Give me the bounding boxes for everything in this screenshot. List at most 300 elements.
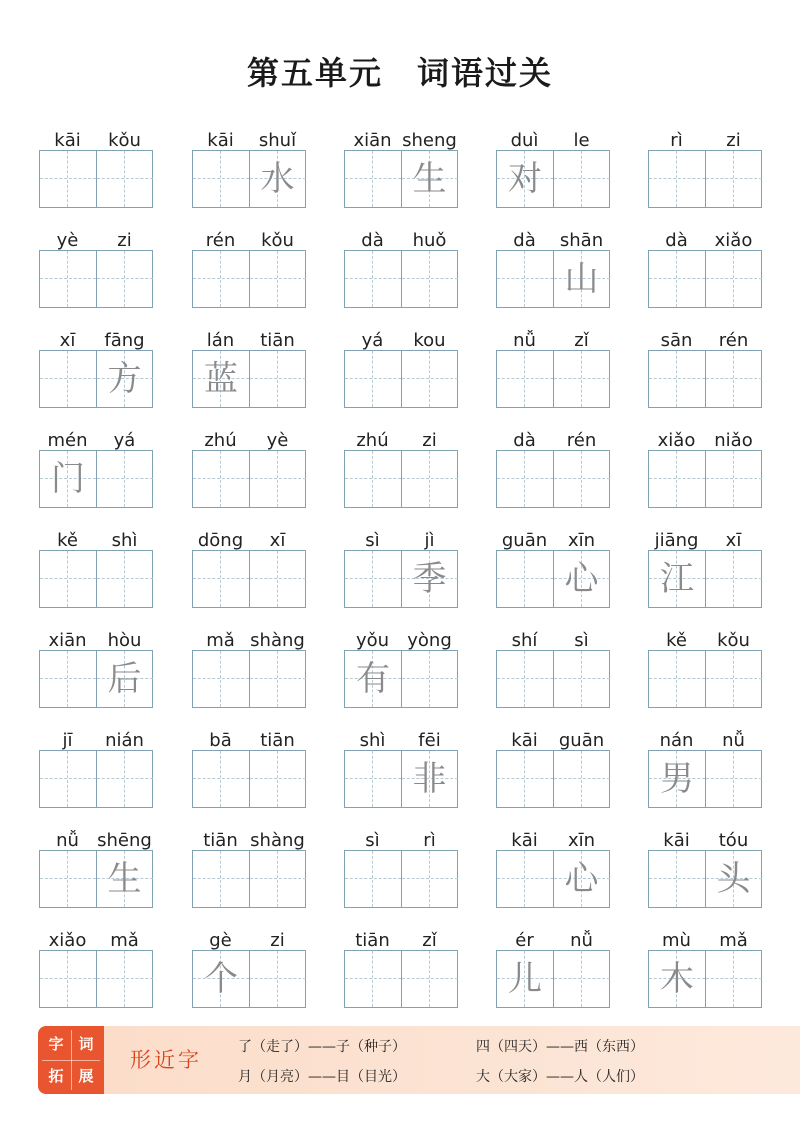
pinyin-syllable: kāi bbox=[511, 830, 538, 851]
writing-box[interactable] bbox=[345, 651, 401, 707]
writing-box[interactable] bbox=[193, 351, 249, 407]
writing-box[interactable] bbox=[40, 951, 96, 1007]
pinyin-syllable: mù bbox=[662, 930, 691, 951]
pinyin-syllable: sì bbox=[365, 830, 380, 851]
given-character bbox=[402, 251, 458, 307]
writing-box[interactable] bbox=[249, 951, 306, 1007]
extension-panel bbox=[38, 1026, 800, 1094]
given-character bbox=[250, 751, 306, 807]
pinyin-syllable: yá bbox=[361, 330, 384, 351]
pinyin-syllable: lán bbox=[206, 330, 235, 351]
pinyin-syllable: nǚ bbox=[56, 830, 79, 851]
writing-box[interactable] bbox=[497, 951, 553, 1007]
writing-box[interactable] bbox=[553, 551, 610, 607]
pinyin-syllable: shān bbox=[559, 230, 604, 251]
given-character: 水 bbox=[260, 159, 295, 199]
pinyin-syllable: xiǎo bbox=[48, 930, 87, 951]
word-cell bbox=[344, 530, 458, 622]
pinyin-syllable: jiāng bbox=[654, 530, 699, 551]
given-character bbox=[40, 151, 96, 207]
pinyin-row bbox=[192, 230, 306, 252]
writing-box[interactable] bbox=[345, 351, 401, 407]
writing-box[interactable] bbox=[40, 551, 96, 607]
word-cell bbox=[192, 230, 306, 322]
given-character bbox=[649, 351, 705, 407]
word-cell bbox=[192, 330, 306, 422]
given-character bbox=[554, 451, 610, 507]
given-character bbox=[40, 351, 96, 407]
pinyin-syllable: shàng bbox=[250, 630, 305, 651]
writing-box[interactable] bbox=[497, 251, 553, 307]
pinyin-row bbox=[344, 830, 458, 852]
word-cell bbox=[344, 130, 458, 222]
pinyin-syllable: fāng bbox=[104, 330, 145, 351]
pinyin-syllable: sheng bbox=[402, 130, 457, 151]
writing-box[interactable] bbox=[40, 851, 96, 907]
writing-grid bbox=[648, 950, 762, 1008]
writing-grid bbox=[496, 850, 610, 908]
given-character bbox=[497, 651, 553, 707]
writing-box[interactable] bbox=[401, 751, 458, 807]
pinyin-syllable: xiǎo bbox=[714, 230, 753, 251]
writing-grid bbox=[192, 950, 306, 1008]
pinyin-syllable: kǒu bbox=[717, 630, 750, 651]
similar-char-pair: 四（四天）——西（东西） bbox=[476, 1039, 644, 1055]
word-cell bbox=[192, 630, 306, 722]
pinyin-syllable: kě bbox=[666, 630, 687, 651]
pinyin-row bbox=[648, 330, 762, 352]
similar-char-pair: 月（月亮）——目（目光） bbox=[238, 1069, 406, 1085]
writing-box[interactable] bbox=[705, 851, 762, 907]
writing-grid bbox=[192, 750, 306, 808]
writing-box[interactable] bbox=[705, 651, 762, 707]
word-cell bbox=[39, 430, 153, 522]
writing-box[interactable] bbox=[40, 751, 96, 807]
writing-box[interactable] bbox=[401, 151, 458, 207]
pinyin-syllable: yè bbox=[56, 230, 79, 251]
writing-grid bbox=[496, 450, 610, 508]
given-character bbox=[97, 751, 153, 807]
pinyin-syllable: dà bbox=[665, 230, 688, 251]
given-character bbox=[97, 251, 153, 307]
writing-box[interactable] bbox=[193, 251, 249, 307]
writing-box[interactable] bbox=[40, 251, 96, 307]
writing-box[interactable] bbox=[96, 451, 153, 507]
writing-box[interactable] bbox=[553, 451, 610, 507]
pinyin-syllable: xīn bbox=[567, 530, 596, 551]
writing-grid bbox=[648, 150, 762, 208]
pinyin-syllable: nián bbox=[105, 730, 144, 751]
writing-grid bbox=[192, 250, 306, 308]
writing-box[interactable] bbox=[497, 551, 553, 607]
writing-box[interactable] bbox=[497, 351, 553, 407]
given-character bbox=[345, 751, 401, 807]
writing-box[interactable] bbox=[649, 451, 705, 507]
writing-box[interactable] bbox=[40, 451, 96, 507]
writing-box[interactable] bbox=[497, 751, 553, 807]
writing-box[interactable] bbox=[193, 751, 249, 807]
word-cell bbox=[39, 630, 153, 722]
writing-box[interactable] bbox=[96, 951, 153, 1007]
given-character: 方 bbox=[107, 359, 142, 399]
given-character bbox=[345, 451, 401, 507]
writing-box[interactable] bbox=[553, 251, 610, 307]
given-character: 男 bbox=[660, 759, 694, 799]
badge-char: 拓 bbox=[48, 1067, 64, 1085]
pinyin-syllable: shí bbox=[511, 630, 538, 651]
word-cell bbox=[344, 330, 458, 422]
pinyin-row bbox=[496, 630, 610, 652]
writing-box[interactable] bbox=[96, 251, 153, 307]
writing-grid bbox=[648, 850, 762, 908]
given-character bbox=[345, 851, 401, 907]
pinyin-syllable: hòu bbox=[107, 630, 142, 651]
word-cell bbox=[39, 730, 153, 822]
pinyin-syllable: yòng bbox=[407, 630, 452, 651]
word-cell bbox=[39, 230, 153, 322]
writing-box[interactable] bbox=[193, 651, 249, 707]
word-cell bbox=[192, 130, 306, 222]
given-character bbox=[649, 851, 705, 907]
pinyin-row bbox=[39, 430, 153, 452]
pinyin-syllable: dōng bbox=[197, 530, 244, 551]
writing-box[interactable] bbox=[649, 851, 705, 907]
writing-box[interactable] bbox=[40, 151, 96, 207]
pinyin-syllable: ér bbox=[515, 930, 534, 951]
given-character bbox=[193, 751, 249, 807]
pinyin-row bbox=[344, 430, 458, 452]
given-character: 木 bbox=[660, 959, 694, 999]
pinyin-syllable: mén bbox=[47, 430, 88, 451]
writing-box[interactable] bbox=[249, 451, 306, 507]
writing-box[interactable] bbox=[649, 651, 705, 707]
pinyin-row bbox=[39, 330, 153, 352]
writing-box[interactable] bbox=[96, 851, 153, 907]
pinyin-syllable: tiān bbox=[260, 330, 295, 351]
pinyin-row bbox=[648, 430, 762, 452]
writing-box[interactable] bbox=[249, 851, 306, 907]
writing-grid bbox=[344, 150, 458, 208]
writing-box[interactable] bbox=[193, 151, 249, 207]
given-character bbox=[345, 951, 401, 1007]
writing-box[interactable] bbox=[401, 351, 458, 407]
word-cell bbox=[496, 530, 610, 622]
pinyin-syllable: xiǎo bbox=[657, 430, 696, 451]
word-cell bbox=[344, 830, 458, 922]
word-cell bbox=[496, 830, 610, 922]
pinyin-syllable: rén bbox=[718, 330, 749, 351]
pinyin-syllable: mǎ bbox=[206, 630, 235, 651]
pinyin-row bbox=[344, 930, 458, 952]
pinyin-syllable: dà bbox=[513, 430, 536, 451]
writing-grid bbox=[344, 350, 458, 408]
writing-box[interactable] bbox=[705, 351, 762, 407]
given-character: 蓝 bbox=[204, 359, 238, 399]
pinyin-syllable: zi bbox=[270, 930, 285, 951]
writing-box[interactable] bbox=[193, 551, 249, 607]
writing-box[interactable] bbox=[401, 251, 458, 307]
given-character: 对 bbox=[508, 159, 542, 199]
pinyin-syllable: kě bbox=[57, 530, 78, 551]
given-character bbox=[250, 251, 306, 307]
given-character bbox=[402, 651, 458, 707]
given-character: 心 bbox=[564, 559, 599, 599]
pinyin-syllable: rén bbox=[205, 230, 236, 251]
pinyin-row bbox=[344, 630, 458, 652]
pinyin-syllable: zi bbox=[726, 130, 741, 151]
writing-grid bbox=[39, 650, 153, 708]
writing-box[interactable] bbox=[705, 251, 762, 307]
pinyin-row bbox=[344, 730, 458, 752]
writing-grid bbox=[496, 950, 610, 1008]
writing-box[interactable] bbox=[705, 451, 762, 507]
writing-grid bbox=[192, 650, 306, 708]
pinyin-row bbox=[192, 530, 306, 552]
pinyin-syllable: xīn bbox=[567, 830, 596, 851]
pinyin-row bbox=[648, 630, 762, 652]
pinyin-row bbox=[648, 530, 762, 552]
given-character bbox=[250, 551, 306, 607]
badge-char: 词 bbox=[78, 1035, 94, 1053]
pinyin-syllable: xī bbox=[725, 530, 742, 551]
writing-box[interactable] bbox=[553, 351, 610, 407]
writing-box[interactable] bbox=[40, 651, 96, 707]
writing-box[interactable] bbox=[249, 251, 306, 307]
given-character: 山 bbox=[564, 259, 599, 299]
writing-box[interactable] bbox=[40, 351, 96, 407]
writing-box[interactable] bbox=[705, 751, 762, 807]
given-character bbox=[40, 951, 96, 1007]
pinyin-syllable: fēi bbox=[418, 730, 441, 751]
writing-box[interactable] bbox=[345, 451, 401, 507]
pinyin-row bbox=[344, 530, 458, 552]
writing-box[interactable] bbox=[553, 851, 610, 907]
given-character bbox=[193, 851, 249, 907]
badge-char: 字 bbox=[48, 1035, 64, 1053]
writing-grid bbox=[39, 550, 153, 608]
writing-box[interactable] bbox=[553, 651, 610, 707]
word-cell bbox=[648, 130, 762, 222]
pinyin-syllable: zhú bbox=[356, 430, 389, 451]
writing-box[interactable] bbox=[345, 851, 401, 907]
writing-box[interactable] bbox=[497, 451, 553, 507]
given-character bbox=[497, 451, 553, 507]
given-character bbox=[97, 951, 153, 1007]
given-character bbox=[345, 151, 401, 207]
writing-box[interactable] bbox=[553, 751, 610, 807]
word-cell bbox=[344, 630, 458, 722]
word-cell bbox=[39, 130, 153, 222]
pinyin-syllable: niǎo bbox=[714, 430, 753, 451]
writing-box[interactable] bbox=[497, 151, 553, 207]
writing-box[interactable] bbox=[249, 351, 306, 407]
given-character bbox=[345, 351, 401, 407]
pinyin-row bbox=[648, 730, 762, 752]
word-cell bbox=[344, 930, 458, 1022]
pinyin-syllable: dà bbox=[513, 230, 536, 251]
pinyin-syllable: shēng bbox=[97, 830, 152, 851]
writing-grid bbox=[496, 550, 610, 608]
given-character bbox=[649, 651, 705, 707]
given-character: 门 bbox=[51, 459, 85, 499]
given-character bbox=[40, 751, 96, 807]
writing-box[interactable] bbox=[249, 151, 306, 207]
writing-grid bbox=[192, 450, 306, 508]
writing-box[interactable] bbox=[345, 151, 401, 207]
writing-box[interactable] bbox=[193, 451, 249, 507]
given-character: 非 bbox=[412, 759, 447, 799]
writing-grid bbox=[192, 350, 306, 408]
pinyin-row bbox=[496, 230, 610, 252]
given-character bbox=[497, 851, 553, 907]
pinyin-row bbox=[496, 530, 610, 552]
writing-box[interactable] bbox=[497, 651, 553, 707]
writing-box[interactable] bbox=[193, 951, 249, 1007]
writing-box[interactable] bbox=[649, 951, 705, 1007]
writing-grid bbox=[648, 750, 762, 808]
given-character: 后 bbox=[107, 659, 142, 699]
writing-grid bbox=[192, 850, 306, 908]
writing-box[interactable] bbox=[96, 151, 153, 207]
writing-box[interactable] bbox=[96, 351, 153, 407]
pinyin-syllable: kou bbox=[413, 330, 446, 351]
word-cell bbox=[192, 530, 306, 622]
similar-char-pair: 大（大家）——人（人们） bbox=[476, 1069, 644, 1085]
word-cell bbox=[648, 730, 762, 822]
writing-box[interactable] bbox=[401, 451, 458, 507]
pinyin-syllable: dà bbox=[361, 230, 384, 251]
given-character bbox=[402, 351, 458, 407]
given-character bbox=[706, 751, 762, 807]
writing-grid bbox=[496, 150, 610, 208]
pinyin-row bbox=[344, 130, 458, 152]
pinyin-row bbox=[496, 830, 610, 852]
writing-box[interactable] bbox=[649, 351, 705, 407]
given-character bbox=[40, 551, 96, 607]
pinyin-row bbox=[192, 330, 306, 352]
given-character bbox=[497, 751, 553, 807]
pinyin-syllable: zǐ bbox=[422, 930, 437, 951]
writing-box[interactable] bbox=[249, 651, 306, 707]
writing-box[interactable] bbox=[249, 551, 306, 607]
word-cell bbox=[496, 230, 610, 322]
pinyin-row bbox=[39, 230, 153, 252]
pinyin-syllable: duì bbox=[510, 130, 539, 151]
writing-box[interactable] bbox=[96, 651, 153, 707]
writing-grid bbox=[344, 950, 458, 1008]
word-cell bbox=[39, 330, 153, 422]
writing-grid bbox=[648, 650, 762, 708]
word-cell bbox=[648, 530, 762, 622]
pinyin-syllable: kǒu bbox=[108, 130, 141, 151]
word-cell bbox=[648, 230, 762, 322]
pinyin-row bbox=[496, 930, 610, 952]
writing-box[interactable] bbox=[497, 851, 553, 907]
writing-box[interactable] bbox=[193, 851, 249, 907]
pinyin-syllable: jì bbox=[424, 530, 435, 551]
word-cell bbox=[496, 730, 610, 822]
pinyin-row bbox=[39, 830, 153, 852]
pinyin-syllable: nǚ bbox=[513, 330, 536, 351]
writing-box[interactable] bbox=[96, 751, 153, 807]
pinyin-syllable: yǒu bbox=[355, 630, 390, 651]
writing-grid bbox=[344, 550, 458, 608]
pinyin-row bbox=[496, 130, 610, 152]
writing-box[interactable] bbox=[649, 551, 705, 607]
pinyin-row bbox=[648, 930, 762, 952]
given-character bbox=[345, 551, 401, 607]
word-cell bbox=[648, 330, 762, 422]
writing-grid bbox=[39, 350, 153, 408]
pinyin-row bbox=[39, 630, 153, 652]
pinyin-syllable: mǎ bbox=[719, 930, 748, 951]
word-cell bbox=[496, 630, 610, 722]
writing-box[interactable] bbox=[401, 851, 458, 907]
writing-box[interactable] bbox=[401, 651, 458, 707]
pinyin-syllable: shì bbox=[111, 530, 138, 551]
writing-grid bbox=[496, 350, 610, 408]
writing-box[interactable] bbox=[345, 951, 401, 1007]
writing-box[interactable] bbox=[649, 251, 705, 307]
writing-box[interactable] bbox=[401, 951, 458, 1007]
writing-box[interactable] bbox=[649, 151, 705, 207]
given-character bbox=[554, 651, 610, 707]
word-cell bbox=[192, 930, 306, 1022]
given-character: 生 bbox=[107, 859, 142, 899]
writing-box[interactable] bbox=[96, 551, 153, 607]
pinyin-syllable: zi bbox=[422, 430, 437, 451]
writing-grid bbox=[344, 650, 458, 708]
given-character bbox=[402, 951, 458, 1007]
word-cell bbox=[192, 430, 306, 522]
pinyin-syllable: nǚ bbox=[722, 730, 745, 751]
writing-box[interactable] bbox=[249, 751, 306, 807]
pinyin-syllable: tiān bbox=[355, 930, 390, 951]
writing-grid bbox=[648, 350, 762, 408]
writing-box[interactable] bbox=[345, 751, 401, 807]
pinyin-syllable: yá bbox=[113, 430, 136, 451]
word-cell bbox=[344, 730, 458, 822]
similar-char-pair: 了（走了）——子（种子） bbox=[238, 1039, 406, 1055]
given-character bbox=[497, 251, 553, 307]
writing-box[interactable] bbox=[345, 551, 401, 607]
pinyin-row bbox=[39, 730, 153, 752]
pinyin-syllable: mǎ bbox=[110, 930, 139, 951]
writing-grid bbox=[648, 250, 762, 308]
pinyin-syllable: gè bbox=[209, 930, 232, 951]
pinyin-row bbox=[39, 930, 153, 952]
pinyin-syllable: le bbox=[573, 130, 590, 151]
pinyin-row bbox=[192, 130, 306, 152]
writing-box[interactable] bbox=[705, 551, 762, 607]
pinyin-syllable: huǒ bbox=[412, 230, 447, 251]
page-title: 第五单元 词语过关 bbox=[246, 54, 553, 92]
given-character bbox=[97, 551, 153, 607]
writing-box[interactable] bbox=[649, 751, 705, 807]
writing-box[interactable] bbox=[705, 951, 762, 1007]
writing-grid bbox=[39, 250, 153, 308]
writing-box[interactable] bbox=[401, 551, 458, 607]
writing-box[interactable] bbox=[705, 151, 762, 207]
given-character: 江 bbox=[660, 559, 694, 599]
pinyin-syllable: sì bbox=[574, 630, 589, 651]
writing-grid bbox=[344, 250, 458, 308]
writing-box[interactable] bbox=[345, 251, 401, 307]
writing-box[interactable] bbox=[553, 951, 610, 1007]
writing-box[interactable] bbox=[553, 151, 610, 207]
pinyin-syllable: tiān bbox=[260, 730, 295, 751]
pinyin-syllable: nán bbox=[659, 730, 694, 751]
